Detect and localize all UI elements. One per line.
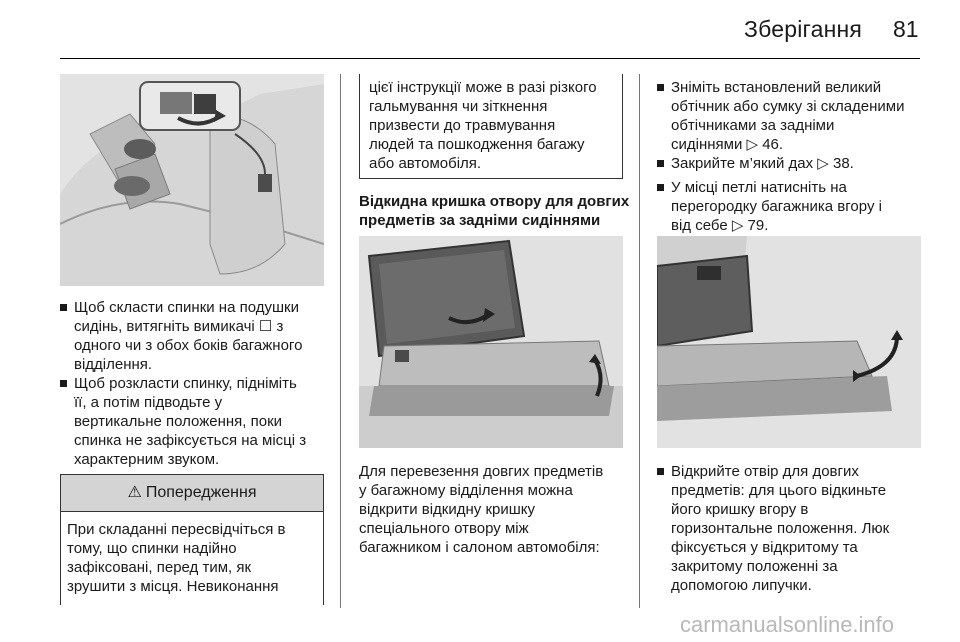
seat-release-illustration (60, 74, 324, 286)
list-item-text: Відкрийте отвір для довгих предметів: для цього відкиньте його кришку вгору в горизонтальне положення. Люк фіксується у відкритому та закритому положенні за допомогою липучки. (671, 463, 890, 594)
bullet-marker (657, 184, 664, 191)
list-item-text: Зніміть встановлений великий обтічник або сумку зі складеними обтічниками за задніми сидіннями ▷ 46. (671, 79, 905, 153)
bullet-marker (657, 468, 664, 475)
list-item-text: Щоб розкласти спинку, підніміть її, а потім підводьте у вертикальне положення, поки спинка не зафіксується на місці з характерним звуком. (74, 375, 307, 468)
bullet-marker (657, 84, 664, 91)
page-title: Зберігання (744, 16, 863, 42)
section-heading: Відкидна кришка отвору для довгих предметів за задніми сидіннями (359, 193, 630, 229)
bullet-marker (60, 304, 67, 311)
body-paragraph: Для перевезення довгих предметів у багажному відділення можна відкрити відкидну кришку спеціального отвору між багажником і салоном автомобіля: (359, 463, 604, 556)
list-item-text: У місці петлі натисніть на перегородку багажника вгору і від себе ▷ 79. (671, 179, 882, 234)
warning-triangle-icon: ⚠ (127, 484, 142, 501)
list-item-text: Закрийте м’який дах ▷ 38. (671, 155, 854, 172)
warning-continuation-text: цієї інструкції може в разі різкого гальмування чи зіткнення призвести до травмування людей та пошкодження багажу або автомобіля. (369, 79, 597, 172)
list-item-text: Щоб скласти спинки на подушки сидінь, витягніть вимикачі ☐ з одного чи з обох боків багажного відділення. (74, 299, 303, 373)
bullet-marker (657, 160, 664, 167)
warning-box (60, 474, 324, 605)
header-rule (60, 58, 920, 59)
warning-header (61, 475, 323, 512)
bullet-marker (60, 380, 67, 387)
warning-text: При складанні пересвідчіться в тому, що спинки надійно зафіксовані, перед тим, як зрушити з місця. Невиконання (67, 521, 286, 595)
page-number: 81 (893, 16, 919, 42)
partition-open-illustration (657, 236, 921, 448)
warning-title: Попередження (145, 484, 257, 501)
watermark: carmanualsonline.info (680, 612, 895, 637)
column-divider-left (340, 74, 341, 608)
column-divider-right (639, 74, 640, 608)
load-through-flap-illustration (359, 236, 623, 448)
warning-continuation-box (359, 74, 623, 179)
